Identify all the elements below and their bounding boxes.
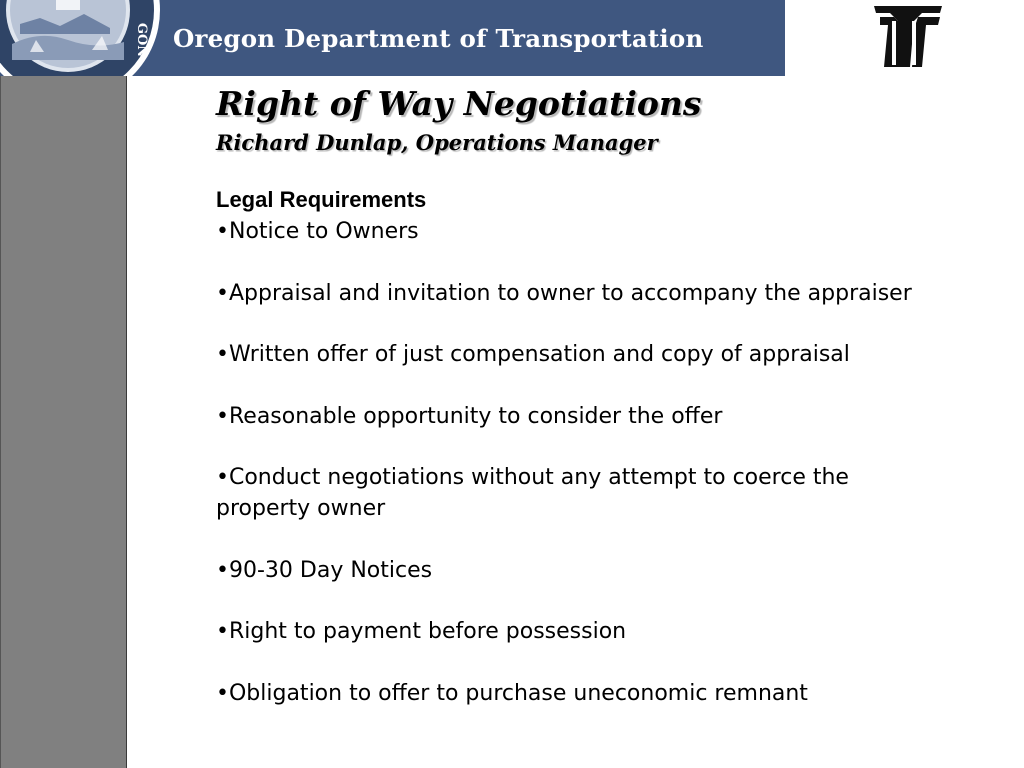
slide-title: Right of Way Negotiations (216, 84, 702, 123)
section-heading: Legal Requirements (216, 187, 427, 212)
slide-subtitle: Richard Dunlap, Operations Manager (216, 130, 658, 155)
list-item: • Written offer of just compensation and copy of appraisal (216, 339, 916, 370)
seal-lettering: GON (134, 22, 149, 58)
header-banner (0, 0, 785, 76)
list-item: • Obligation to offer to purchase uneconomic remnant (216, 678, 916, 709)
list-item: • 90-30 Day Notices (216, 555, 916, 586)
list-item: • Reasonable opportunity to consider the offer (216, 401, 916, 432)
oregon-state-seal (0, 0, 160, 76)
list-item: • Conduct negotiations without any attempt to coerce the property owner (216, 462, 916, 524)
requirements-list (216, 216, 916, 739)
list-item: • Appraisal and invitation to owner to accompany the appraiser (216, 278, 916, 309)
sidebar-panel (0, 76, 127, 768)
odot-logo-icon (870, 3, 946, 71)
list-item: • Notice to Owners (216, 216, 916, 247)
list-item: • Right to payment before possession (216, 616, 916, 647)
banner-title: Oregon Department of Transportation (173, 24, 704, 53)
